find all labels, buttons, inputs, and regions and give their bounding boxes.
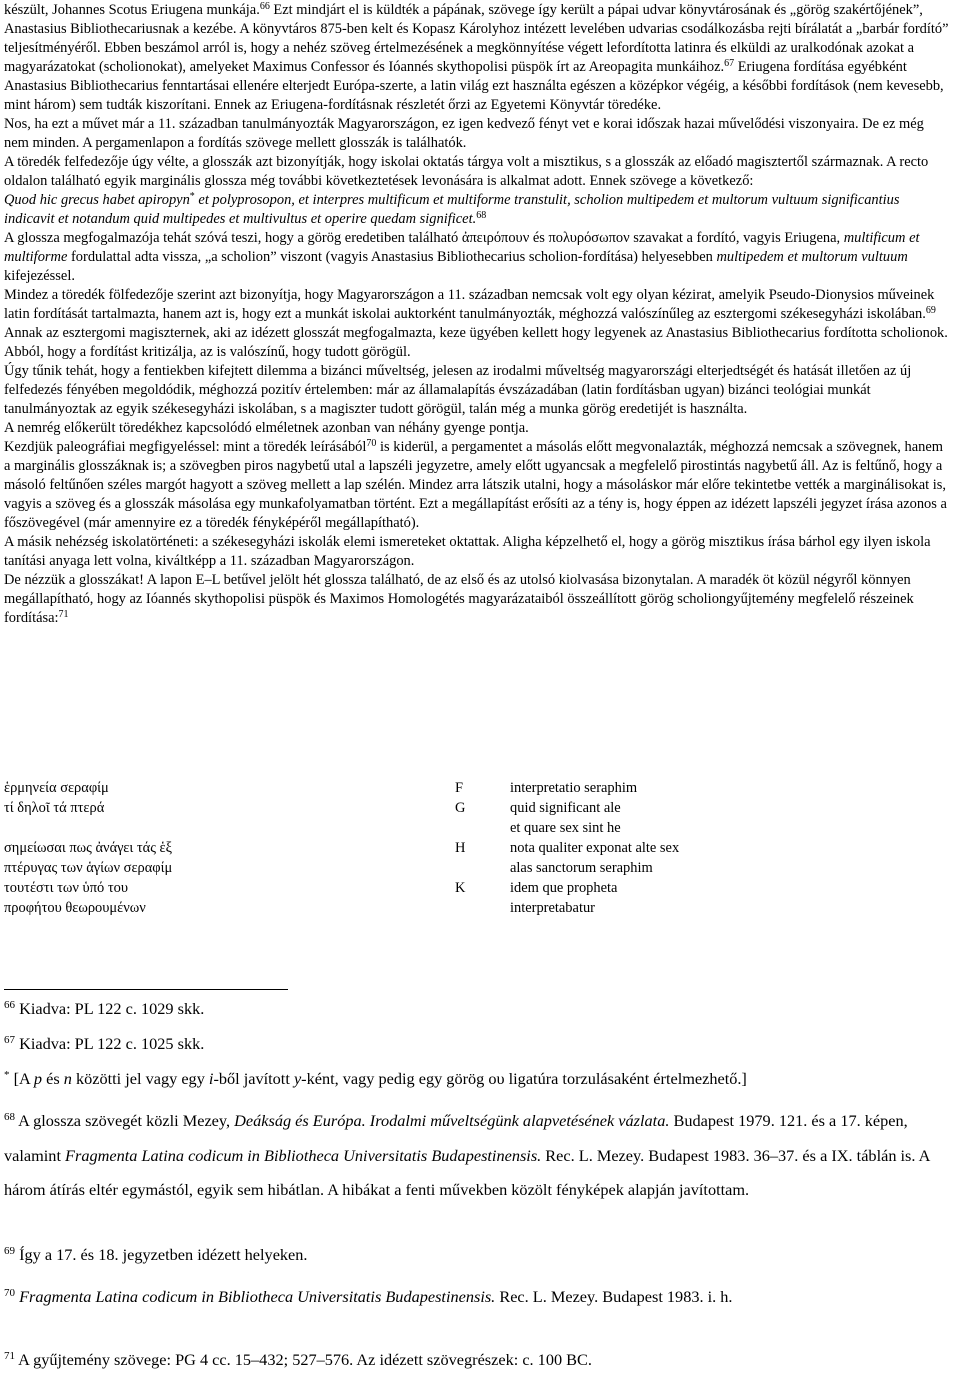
- footnote-66: $^{66}$ Kiadva: PL 122 c. 1029 skk.: [4, 999, 205, 1018]
- latin-line: idem que propheta: [510, 880, 618, 896]
- paragraph-dilemma: Úgy tűnik tehát, hogy a fentiekben kifejtett dilemma a bizánci műveltség, jelesen az irodalmi műveltség magyarországi elterjedtségét és hatását illetően az új felfedezés fényében megoldódik, méghozzá pozitív értelemben: már az államalapítás évszázadában (latin fordításban ugyan) bizánci teológiai munkát tanulmányoztak az egyik székesegyházi iskolában, s a magiszter tudott görögül, talán még a munka görög eredetijét is használta.: [4, 363, 912, 417]
- letter-column: [455, 778, 495, 898]
- footnote-67: $^{67}$ Kiadva: PL 122 c. 1025 skk.: [4, 1034, 205, 1053]
- greek-column: [4, 778, 434, 918]
- footnote-ref-star[interactable]: *: [189, 191, 195, 202]
- greek-line: τί δηλοῖ τά πτερά: [4, 800, 105, 816]
- latin-line: alas sanctorum seraphim: [510, 860, 653, 876]
- footnote-ref-66[interactable]: 66: [259, 1, 270, 12]
- footnote-separator: [4, 989, 288, 990]
- greek-line: ἑρμηνεία σεραφίμ: [4, 780, 109, 796]
- latin-line: interpretatio seraphim: [510, 780, 638, 796]
- footnote-ref-69[interactable]: 69: [925, 305, 936, 316]
- paragraph-hungary: Nos, ha ezt a művet már a 11. században tanulmányozták Magyarországon, ez igen kedvező fényt vet e korai időszak hazai művelődési viszonyaira. De ez még nem minden. A pergamenlapon a fordítás szövege mellett glosszák is találhatók.: [4, 116, 924, 151]
- gloss-letter: F: [455, 780, 464, 796]
- greek-line: τουτέστι των ὑπό του: [4, 880, 128, 896]
- latin-line: quid significant ale: [510, 800, 621, 816]
- paragraph-school-history: A másik nehézség iskolatörténeti: a székesegyházi iskolák elemi ismereteket oktattak. Aligha képzelhető el, hogy a görög misztikus írása bárhol egy ilyen iskola tanítási anyaga lett volna, kiváltképp a 11. században Magyarországon.: [4, 534, 931, 569]
- paragraph-discoverer: A töredék felfedezője úgy vélte, a glosszák azt bizonyítják, hogy iskolai oktatás tárgya volt a misztikus, s a glosszák az előadó magisztertől származnak. A recto oldalon található egyik marginális glossza még további következtetések levonására is alkalmat adott. Ennek szövege a következő:: [4, 154, 929, 189]
- paragraph-paleography: Kezdjük paleográfiai megfigyeléssel: mint a töredék leírásából$^{70}$ is kiderül, a pergamentet a másolás előtt megvonalazták, méghozzá nemcsak a szövegnek, hanem a marginális glosszáknak is; a szövegben piros nagybetű utal a lapszéli jegyzetre, amely előtt ugyancsak a megfelelő pirostintás nagybetű áll. Az is feltűnő, hogy a másoló feltűnően széles margót hagyott a szöveg mellett a lap szélén. Mindez arra látszik utalni, hogy a másoláskor már előre tekintetbe vették a marginálisokat is, vagyis a szöveg és a glosszák másolása egy munkafolyamatban történt. Ezt a megállapítást erősíti az a tény is, hogy éppen az idézett lapszéli jegyzet írása azonos a főszövegével (már amennyire ez a töredék fényképéről megállapítható).: [4, 438, 947, 531]
- greek-line: σημείωσαι πως ἀνάγει τάς ἑξ: [4, 840, 173, 856]
- footnote-ref-71[interactable]: 71: [58, 609, 69, 620]
- paragraph-esztergom: Mindez a töredék fölfedezője szerint azt bizonyítja, hogy Magyarországon a 11. században nemcsak volt egy olyan kézirat, amelyik Pseudo-Dionysios műveinek latin fordítását tartalmazta, hanem azt is, hogy ezt a munkát iskolai auktorként tanulmányozták, méghozzá valószínűleg az esztergomi székesegyházi iskolában.$^{69}$ Annak az esztergomi magiszternek, aki az idézett glosszát megfogalmazta, keze ügyében kellett hogy legyenek az Anastasius Bibliothecarius fordította scholionok. Abból, hogy a fordítást kritizálja, az is valószínű, hogy tudott görögül.: [4, 287, 948, 360]
- latin-column: [510, 778, 950, 918]
- paragraph-gloss-author: A glossza megfogalmazója tehát szóvá teszi, hogy a görög eredetiben található ἀπειρόπουν és πολυρόσωπον szavakat a fordító, vagyis Eriugena, multificum et multiforme fordulattal adta vissza, „a scholion” viszont (vagyis Anastasius Bibliothecarius scholion-fordítása) helyesebben multipedem et multorum vultuum kifejezéssel.: [4, 230, 920, 284]
- footnote-ref-67[interactable]: 67: [724, 58, 735, 69]
- latin-line: nota qualiter exponat alte sex: [510, 840, 680, 856]
- gloss-letter: G: [455, 800, 466, 816]
- paragraph-glosses: De nézzük a glosszákat! A lapon E–L betűvel jelölt hét glossza található, de az első és az utolsó kiolvasása bizonytalan. A maradék öt közül négyről könnyen megállapítható, hogy az Ióannés skythopolisi püspök és Maximos Homologétés magyarázataiból összeállított görög scholiongyűjtemény megfelelő részeinek fordítása:$^{71}$: [4, 572, 914, 626]
- footnote-star: * [A p és n közötti jel vagy egy i-ből javított y-ként, vagy pedig egy görög ου ligatúra torzulásaként értelmezhető.]: [4, 1069, 747, 1088]
- footnote-71: $^{71}$ A gyűjtemény szövege: PG 4 cc. 15–432; 527–576. Az idézett szövegrészek: c. 100 BC.: [4, 1350, 592, 1369]
- gloss-letter: H: [455, 840, 466, 856]
- latin-line: et quare sex sint he: [510, 820, 621, 836]
- gloss-quotation: Quod hic grecus habet apiropyn* et polyprosopon, et interpres multificum et multiforme transtulit, scholion multipedem et multorum vultuum significantius indicavit et notandum quid multipedes et multivultus et operire quedam significet.$^{68}$: [4, 191, 900, 227]
- footnote-68: $^{68}$ A glossza szövegét közli Mezey, Deákság és Európa. Irodalmi műveltségünk alapvetésének vázlata. Budapest 1979. 121. és a 17. képen, valamint Fragmenta Latina codicum in Bibliotheca Universitatis Budapestinensis. Rec. L. Mezey. Budapest 1983. 36–37. és a IX. táblán is. A három átírás eltér egymástól, egyik sem hibátlan. A hibákat a fenti művekben közölt fényképek alapján javítottam.: [4, 1111, 930, 1199]
- greek-line: προφήτου θεωρουμένων: [4, 900, 146, 916]
- greek-line: πτέρυγας των ἁγίων σεραφίμ: [4, 860, 173, 876]
- footnote-69: $^{69}$ Így a 17. és 18. jegyzetben idézett helyeken.: [4, 1245, 308, 1264]
- gloss-letter: K: [455, 880, 466, 896]
- latin-line: interpretabatur: [510, 900, 595, 916]
- paragraph-weak-points: A nemrég előkerült töredékhez kapcsolódó elméletnek azonban van néhány gyenge pontja.: [4, 420, 529, 436]
- paragraph-eriugena: készült, Johannes Scotus Eriugena munkája.$^{66}$ Ezt mindjárt el is küldték a pápának, szövege így került a pápai udvar könyvtárosának és „görög szakértőjének”, Anastasius Bibliothecariusnak a kezébe. A könyvtáros 875-ben kelt és Kopasz Károlyhoz intézett levelében udvarias csodálkozásba rejti bírálatát a „barbár fordító” teljesítményéről. Ebben beszámol arról is, hogy a nehéz szöveg értelmezésének a megkönnyítése végett lefordította latinra és elküldi az uralkodónak azokat a magyarázatokat (scholionokat), amelyeket Maximus Confessor és Ióannés skythopolisi püspök írt az Areopagita munkáihoz.$^{67}$ Eriugena fordítása egyébként Anastasius Bibliothecarius fenntartásai ellenére elterjedt Európa-szerte, a latin világ ezt használta egészen a középkor végéig, a későbbi fordítások (nem kevesebb, mint három) sem tudták kiszorítani. Ennek az Eriugena-fordításnak részletét őrzi az Egyetemi Könyvtár töredéke.: [4, 1, 949, 113]
- footnote-ref-70[interactable]: 70: [366, 438, 377, 449]
- footnote-70: $^{70}$ Fragmenta Latina codicum in Bibliotheca Universitatis Budapestinensis. Rec. L. Mezey. Budapest 1983. i. h.: [4, 1287, 733, 1306]
- main-text: [4, 1, 952, 628]
- footnote-ref-68[interactable]: 68: [476, 210, 487, 221]
